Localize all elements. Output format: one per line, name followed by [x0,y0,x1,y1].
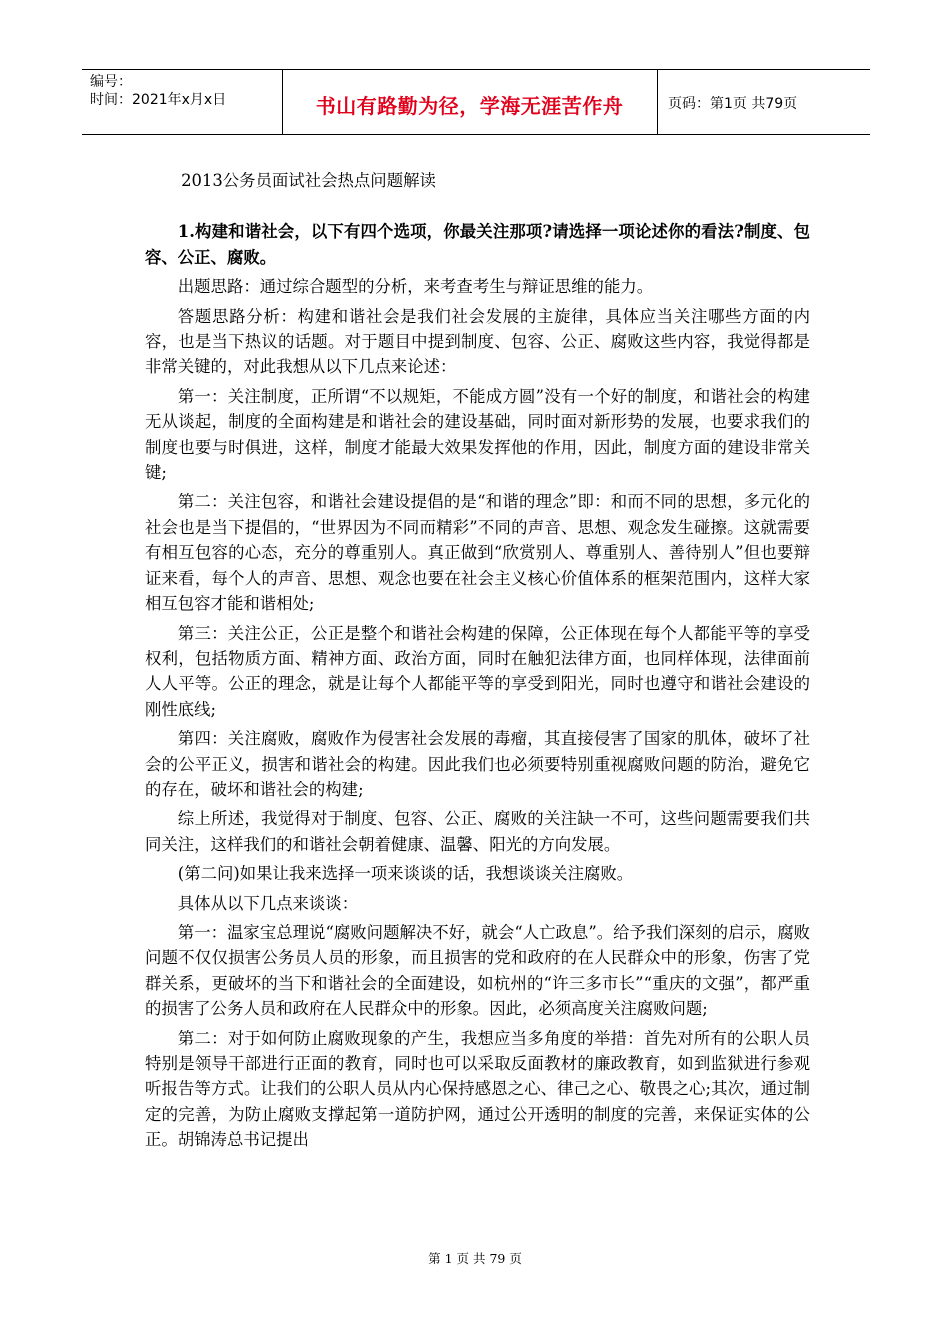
paragraph: 第四：关注腐败，腐败作为侵害社会发展的毒瘤，其直接侵害了国家的肌体，破坏了社会的公平正义，损害和谐社会的构建。因此我们也必须要特别重视腐败问题的防治，避免它的存在，破坏和谐社会的构建; [145,729,810,799]
paragraph: 第三：关注公正，公正是整个和谐社会构建的保障，公正体现在每个人都能平等的享受权利，包括物质方面、精神方面、政治方面，同时在触犯法律方面，也同样体现，法律面前人人平等。公正的理念，就是让每个人都能平等的享受到阳光，同时也遵守和谐社会建设的刚性底线; [145,623,810,719]
time-label: 时间：2021年x月x日 [90,92,227,108]
question-heading: 1.构建和谐社会，以下有四个选项，你最关注那项?请选择一项论述你的看法?制度、包容、公正、腐败。 [145,222,810,267]
header-page-info: 页码：第1页 共79页 [668,96,798,112]
paragraph: 第二：关注包容，和谐社会建设提倡的是“和谐的理念”即：和而不同的思想，多元化的社会也是当下提倡的，“世界因为不同而精彩”不同的声音、思想、观念发生碰擦。这就需要有相互包容的心态，充分的尊重别人。真正做到“欣赏别人、尊重别人、善待别人”但也要辩证来看，每个人的声音、思想、观念也要在社会主义核心价值体系的框架范围内，这样大家相互包容才能和谐相处; [145,492,810,614]
page-header [82,69,870,135]
header-motto: 书山有路勤为径，学海无涯苦作舟 [315,94,624,118]
paragraph: 具体从以下几点来谈谈： [177,893,359,913]
paragraph: 第一：关注制度，正所谓“不以规矩，不能成方圆”没有一个好的制度，和谐社会的构建无从谈起，制度的全面构建是和谐社会的建设基础，同时面对新形势的发展，也要求我们的制度也要与时俱进，这样，制度才能最大效果发挥他的作用，因此，制度方面的建设非常关键; [145,386,810,483]
document-body [145,168,810,1157]
paragraph: 答题思路分析：构建和谐社会是我们社会发展的主旋律，具体应当关注哪些方面的内容，也是当下热议的话题。对于题目中提到制度、包容、公正、腐败这些内容，我觉得都是非常关键的，对此我想从以下几点来论述： [145,306,810,377]
serial-label: 编号： [90,74,132,90]
page-footer: 第 1 页 共 79 页 [428,1251,522,1266]
header-divider [657,70,658,134]
header-meta [90,73,226,109]
paragraph: 出题思路：通过综合题型的分析，来考查考生与辩证思维的能力。 [177,277,654,297]
paragraph: 综上所述，我觉得对于制度、包容、公正、腐败的关注缺一不可，这些问题需要我们共同关注，这样我们的和谐社会朝着健康、温馨、阳光的方向发展。 [145,809,810,854]
paragraph: 第一：温家宝总理说“腐败问题解决不好，就会“人亡政息”。给予我们深刻的启示，腐败问题不仅仅损害公务员人员的形象，而且损害的党和政府的在人民群众中的形象，伤害了党群关系，更破坏的当下和谐社会的全面建设，如杭州的“许三多市长”“重庆的文强”，都严重的损害了公务人员和政府在人民群众中的形象。因此，必须高度关注腐败问题; [145,922,810,1019]
paragraph: (第二问)如果让我来选择一项来谈谈的话，我想谈谈关注腐败。 [177,864,634,884]
document-title: 2013公务员面试社会热点问题解读 [181,171,436,190]
paragraph: 第二：对于如何防止腐败现象的产生，我想应当多角度的举措：首先对所有的公职人员特别是领导干部进行正面的教育，同时也可以采取反面教材的廉政教育，如到监狱进行参观听报告等方式。让我们的公职人员从内心保持感恩之心、律己之心、敬畏之心;其次，通过制定的完善，为防止腐败支撑起第一道防护网，通过公开透明的制度的完善，来保证实体的公正。胡锦涛总书记提出 [145,1028,810,1150]
